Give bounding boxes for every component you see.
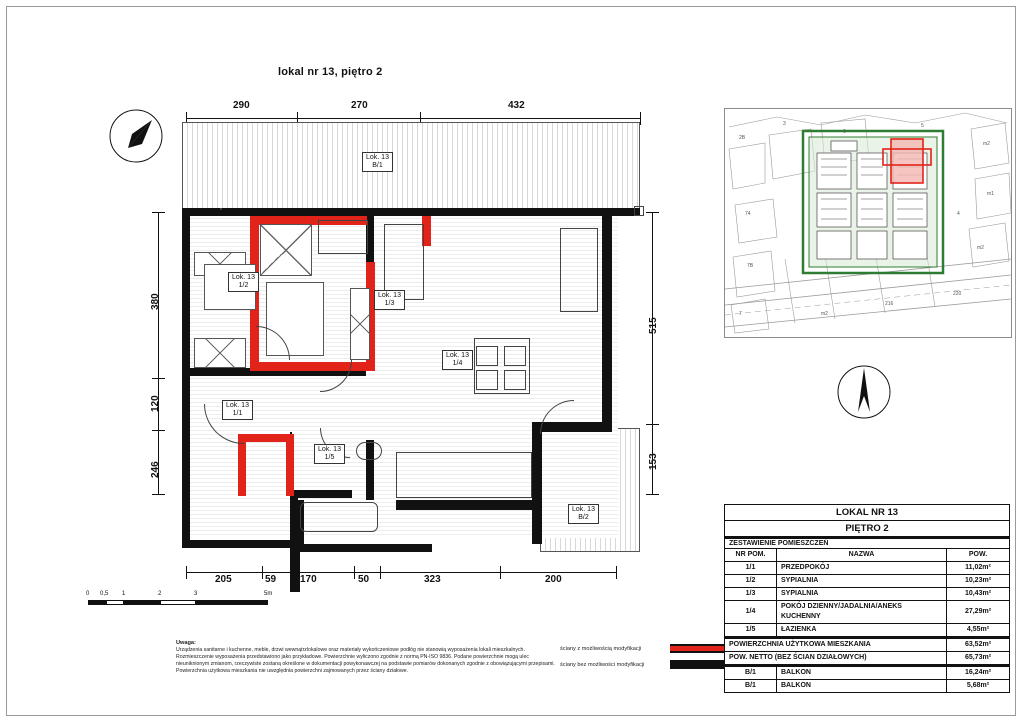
svg-text:5: 5 — [921, 123, 924, 129]
dim-left-2: 120 — [150, 395, 161, 412]
wall-hall-left — [182, 368, 238, 376]
table-title-row-1 — [725, 505, 1009, 521]
desk-living — [318, 220, 368, 254]
dim-bottom-3: 170 — [300, 574, 317, 585]
north-arrow-map-icon — [836, 364, 892, 425]
svg-text:m2: m2 — [983, 141, 990, 147]
table-header-nazwa: NAZWA — [777, 549, 947, 561]
svg-text:6: 6 — [843, 129, 846, 135]
legend-row-modifiable — [560, 644, 728, 653]
svg-text:m2: m2 — [821, 311, 828, 317]
wardrobe-bedroom-2 — [260, 224, 312, 276]
site-location-map — [724, 108, 1012, 338]
table-balcony-row-2 — [725, 680, 1009, 692]
table-section-label: ZESTAWIENIE POMIESZCZEŃ — [729, 540, 829, 547]
table-row — [725, 601, 1009, 624]
room-tag-b1-line1: Lok. 13 — [366, 154, 389, 161]
table-row — [725, 562, 1009, 575]
scale-label-1: 0,5 — [100, 591, 109, 597]
room-tag-1-1-line2: 1/1 — [232, 410, 243, 417]
room-tag-1-4-line1: Lok. 13 — [446, 352, 469, 359]
row-5-pow: 4,55m² — [966, 626, 990, 633]
room-tag-1-5 — [314, 444, 345, 464]
svg-text:7: 7 — [739, 311, 742, 317]
sideboard-living — [560, 228, 598, 312]
table-summary-row-netto — [725, 652, 1009, 665]
summary-label-netto: POW. NETTO (BEZ ŚCIAN DZIAŁOWYCH) — [725, 652, 947, 664]
notes-line-4: Powierzchnia użytkowa mieszkania nie uwzględnia powierzchni zajmowanych przez ściany działowe. — [176, 668, 409, 674]
row-4-pow: 27,29m² — [964, 608, 992, 615]
dim-top-3: 432 — [508, 100, 525, 111]
balcony-2-nr: B/1 — [725, 680, 777, 692]
dim-bottom-4: 50 — [358, 574, 370, 585]
room-tag-1-4 — [442, 350, 473, 370]
row-5-nazwa: ŁAZIENKA — [777, 624, 947, 636]
wall-bottom-kitchen — [396, 500, 542, 510]
row-5-nr: 1/5 — [725, 624, 777, 636]
wall-exterior-bottom-2 — [290, 490, 352, 498]
legend-swatch-fixed — [670, 660, 728, 669]
row-3-nazwa: SYPIALNIA — [777, 588, 947, 600]
svg-text:2B: 2B — [739, 135, 746, 141]
scale-label-3: 2 — [158, 591, 162, 597]
table-row — [725, 575, 1009, 588]
svg-text:216: 216 — [885, 301, 894, 307]
washbasin — [356, 442, 382, 460]
summary-value-uzytkowa: 63,52m² — [964, 641, 992, 648]
row-1-pow: 11,02m² — [965, 564, 991, 571]
table-title-pietro: PIĘTRO 2 — [845, 523, 889, 534]
row-3-pow: 10,43m² — [964, 590, 992, 597]
notes-line-2: Rozmieszczenie wyposażenia przedstawiono jako przykładowe. Powierzchnie wyliczono zgodnie z normą PN-ISO 9836. Podane powierzchnie mogą ulec — [176, 654, 529, 660]
notes-block — [176, 640, 576, 675]
table-header-pow: POW. — [968, 551, 988, 558]
summary-label-uzytkowa: POWIERZCHNIA UŻYTKOWA MIESZKANIA — [725, 639, 947, 651]
room-tag-1-2 — [228, 272, 259, 292]
table-header-nr: NR POM. — [725, 549, 777, 561]
row-3-nr: 1/3 — [725, 588, 777, 600]
row-2-nr: 1/2 — [725, 575, 777, 587]
room-tag-1-5-line2: 1/5 — [324, 454, 335, 461]
page-title: lokal nr 13, piętro 2 — [278, 66, 383, 78]
legend-label-fixed: ściany bez możliwości modyfikacji — [560, 661, 645, 668]
scale-label-2: 1 — [122, 591, 126, 597]
legend-label-modifiable: ściany z możliwością modyfikacji — [560, 645, 642, 652]
balcony-b1-area — [182, 122, 640, 210]
room-tag-b2 — [568, 504, 599, 524]
row-4-nr: 1/4 — [725, 601, 777, 623]
table-row — [725, 588, 1009, 601]
dim-right-1: 515 — [648, 317, 659, 334]
wall-exterior-top — [182, 208, 640, 216]
room-tag-1-1 — [222, 400, 253, 420]
svg-text:74: 74 — [745, 211, 751, 217]
table-header-row — [725, 549, 1009, 562]
table-row — [725, 624, 1009, 637]
sofa-living — [384, 224, 424, 300]
balcony-1-nr: B/1 — [725, 667, 777, 679]
room-tag-1-5-line1: Lok. 13 — [318, 446, 341, 453]
summary-value-netto: 65,73m² — [964, 654, 992, 661]
dim-right-2: 153 — [648, 453, 659, 470]
table-title-row-2 — [725, 521, 1009, 537]
row-1-nazwa: PRZEDPOKÓJ — [777, 562, 947, 574]
dining-chair-2 — [504, 346, 526, 366]
room-schedule-table — [724, 504, 1010, 693]
wall-right-vert-lower — [532, 422, 542, 544]
legend — [560, 644, 728, 676]
legend-row-fixed — [560, 660, 728, 669]
floor-plan — [160, 112, 660, 552]
balcony-2-pow: 5,68m² — [966, 682, 990, 689]
room-tag-b1 — [362, 152, 393, 172]
dining-chair-4 — [504, 370, 526, 390]
row-4-nazwa: POKÓJ DZIENNY/JADALNIA/ANEKS KUCHENNY — [777, 601, 947, 623]
scale-label-4: 3 — [194, 591, 198, 597]
dim-top-1: 290 — [233, 100, 250, 111]
room-tag-1-2-line1: Lok. 13 — [232, 274, 255, 281]
scale-label-0: 0 — [86, 591, 90, 597]
table-balcony-row-1 — [725, 665, 1009, 680]
wall-exterior-bottom-left — [182, 540, 292, 548]
dim-left-3: 246 — [150, 461, 161, 478]
dining-chair-1 — [476, 346, 498, 366]
room-tag-b2-line1: Lok. 13 — [572, 506, 595, 513]
dim-bottom-1: 205 — [215, 574, 232, 585]
room-tag-b1-line2: B/1 — [372, 162, 383, 169]
dim-bottom-5: 323 — [424, 574, 441, 585]
notes-line-3: nieuniknionym zmianom, rzeczywiste zostaną określone w dokumentacji powykonawczej na podstawie pomiarów dokonanych zgodnie z obowiązującymi przepisami. — [176, 661, 555, 667]
window-top-1 — [220, 208, 222, 210]
dim-bottom-6: 200 — [545, 574, 562, 585]
dining-chair-3 — [476, 370, 498, 390]
room-tag-b2-line2: B/2 — [578, 514, 589, 521]
svg-text:m1: m1 — [987, 191, 994, 197]
row-1-nr: 1/1 — [725, 562, 777, 574]
table-title-lokal: LOKAL NR 13 — [835, 507, 899, 518]
svg-text:3: 3 — [783, 121, 786, 127]
notes-line-1: Urządzenia sanitarne i kuchenne, meble, drzwi wewnątrzlokalowe oraz materiały wykończeniowe podłóg nie stanowią wyposażenia lokali mieszkalnych. — [176, 647, 525, 653]
room-tag-1-2-line2: 1/2 — [238, 282, 249, 289]
wall-exterior-left — [182, 208, 190, 548]
table-section-row — [725, 537, 1009, 549]
row-2-pow: 10,23m² — [964, 577, 992, 584]
svg-text:220: 220 — [953, 291, 962, 297]
shaft-marker — [634, 206, 644, 216]
kitchen-counter — [396, 452, 532, 498]
wall-modifiable-hall — [250, 362, 375, 371]
legend-swatch-modifiable — [670, 644, 728, 653]
svg-text:7B: 7B — [747, 263, 754, 269]
room-tag-1-3-line2: 1/3 — [384, 300, 395, 307]
dim-top-2: 270 — [351, 100, 368, 111]
row-2-nazwa: SYPIALNIA — [777, 575, 947, 587]
dim-bottom-2: 59 — [265, 574, 277, 585]
bathtub — [300, 502, 378, 532]
wall-modifiable-bath-r — [286, 434, 294, 496]
svg-text:4: 4 — [957, 211, 960, 217]
north-arrow-icon — [108, 108, 164, 164]
room-tag-1-1-line1: Lok. 13 — [226, 402, 249, 409]
wardrobe-bedroom-1b — [194, 338, 246, 368]
svg-text:m2: m2 — [977, 245, 984, 251]
scale-unit: 5m — [264, 591, 273, 597]
room-tag-1-4-line2: 1/4 — [452, 360, 463, 367]
balcony-1-pow: 16,24m² — [964, 669, 992, 676]
balcony-2-nazwa: BALKON — [777, 680, 947, 692]
room-tag-1-3 — [374, 290, 405, 310]
room-tag-1-3-line1: Lok. 13 — [378, 292, 401, 299]
balcony-1-nazwa: BALKON — [777, 667, 947, 679]
notes-heading: Uwaga: — [176, 640, 196, 646]
table-summary-row-uzytkowa — [725, 637, 1009, 652]
wall-bath-box-bottom — [296, 546, 426, 552]
wall-exterior-right — [602, 208, 612, 430]
dim-left-1: 380 — [150, 293, 161, 310]
wardrobe-bedroom-2b — [350, 288, 370, 360]
